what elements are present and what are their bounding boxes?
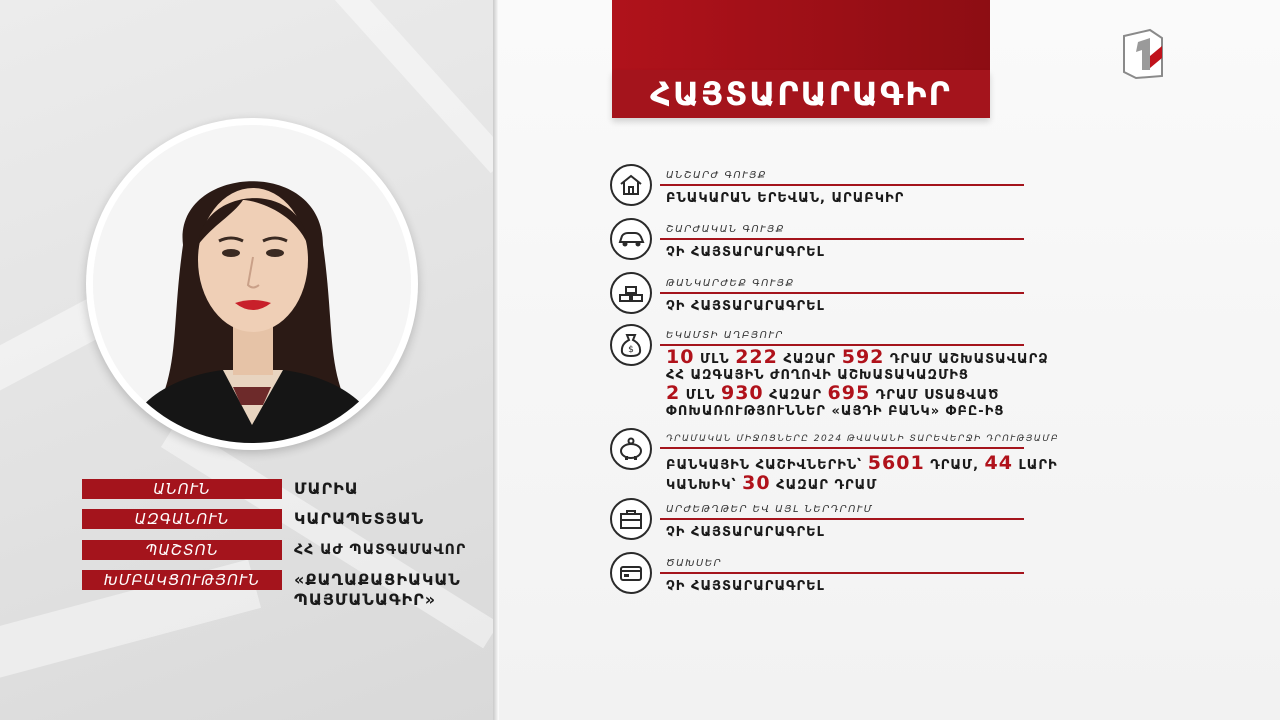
expenses-line	[660, 572, 1024, 574]
first-name-label: ԱՆՈՒՆ	[82, 479, 282, 499]
valuables-line	[660, 292, 1024, 294]
cash-line	[660, 447, 1024, 449]
income-label: ԵԿԱՄՏԻ ԱՂԲՅՈՒՐ	[666, 330, 784, 341]
gold-bars-icon	[610, 272, 652, 314]
realty-line	[660, 184, 1024, 186]
valuables-label: ԹԱՆԿԱՐԺԵՔ ԳՈՒՅՔ	[666, 278, 795, 289]
info-row-faction	[82, 570, 461, 614]
movable-line	[660, 238, 1024, 240]
income-amount-2-thousand: 930	[720, 382, 764, 404]
cash-text: ԲԱՆԿԱՅԻՆ ՀԱՇԻՎՆԵՐԻՆ՝	[666, 458, 868, 473]
expenses-value: ՉԻ ՀԱՅՏԱՐԱՐԱԳՐԵԼ	[666, 579, 825, 594]
valuables-value: ՉԻ ՀԱՅՏԱՐԱՐԱԳՐԵԼ	[666, 299, 825, 314]
income-line-4: ՓՈԽԱՌՈՒԹՅՈՒՆՆԵՐ «ԱՅԴԻ ԲԱՆԿ» ՓԲԸ-ԻՑ	[666, 404, 1005, 419]
income-text: ՀԱԶԱՐ	[777, 352, 842, 367]
movable-label: ՇԱՐԺԱԿԱՆ ԳՈՒՅՔ	[666, 224, 785, 235]
last-name-label: ԱԶԳԱՆՈՒՆ	[82, 509, 282, 529]
securities-value: ՉԻ ՀԱՅՏԱՐԱՐԱԳՐԵԼ	[666, 525, 825, 540]
briefcase-icon	[610, 498, 652, 540]
cash-bank-lari: 44	[984, 452, 1013, 474]
income-amount-1-dram: 592	[841, 346, 885, 368]
svg-text:$: $	[628, 345, 634, 355]
title-banner-top	[612, 0, 990, 72]
cash-bank-dram: 5601	[867, 452, 925, 474]
cash-text: ԼԱՐԻ	[1013, 458, 1058, 473]
income-line-3	[666, 382, 999, 404]
income-line-2: ՀՀ ԱԶԳԱՅԻՆ ԺՈՂՈՎԻ ԱՇԽԱՏԱԿԱԶՄԻՑ	[666, 368, 969, 383]
info-row-first-name	[82, 478, 359, 500]
income-text: ՄԼՆ	[680, 388, 721, 403]
info-row-last-name	[82, 508, 424, 530]
income-amount-2-mln: 2	[666, 382, 681, 404]
house-icon	[610, 164, 652, 206]
channel-logo	[1120, 28, 1166, 80]
cash-text: ԿԱՆԽԻԿ՝	[666, 478, 743, 493]
income-text: ՀԱԶԱՐ	[763, 388, 828, 403]
securities-line	[660, 518, 1024, 520]
cash-label: ԴՐԱՄԱԿԱՆ ՄԻՋՈՑՆԵՐԸ 2024 ԹՎԱԿԱՆԻ ՏԱՐԵՎԵՐՋԻ ԴՐՈՒԹՅԱՄԲ	[666, 434, 1060, 444]
movable-value: ՉԻ ՀԱՅՏԱՐԱՐԱԳՐԵԼ	[666, 245, 825, 260]
income-amount-2-dram: 695	[827, 382, 871, 404]
income-text: ԴՐԱՄ ԱՇԽԱՏԱՎԱՐՁ	[884, 352, 1049, 367]
first-name-value: ՄԱՐԻԱ	[294, 479, 359, 498]
portrait-photo	[93, 125, 411, 443]
realty-value: ԲՆԱԿԱՐԱՆ ԵՐԵՎԱՆ, ԱՐԱԲԿԻՐ	[666, 191, 905, 206]
cash-text: ԴՐԱՄ,	[924, 458, 985, 473]
income-amount-1-thousand: 222	[735, 346, 778, 368]
income-text: ՄԼՆ	[694, 352, 736, 367]
faction-value: «ՔԱՂԱՔԱՑԻԱԿԱՆ ՊԱՅՄԱՆԱԳԻՐ»	[294, 570, 461, 609]
last-name-value: ԿԱՐԱՊԵՏՅԱՆ	[294, 509, 425, 528]
cash-text: ՀԱԶԱՐ ԴՐԱՄ	[770, 478, 878, 493]
piggy-bank-icon	[610, 428, 652, 470]
position-label: ՊԱՇՏՈՆ	[82, 540, 282, 560]
income-line-1	[666, 346, 1049, 368]
faction-label: ԽՄԲԱԿՑՈՒԹՅՈՒՆ	[82, 570, 282, 590]
page-title: ՀԱՅՏԱՐԱՐԱԳԻՐ	[650, 75, 952, 113]
securities-label: ԱՐԺԵԹՂԹԵՐ ԵՎ ԱՅԼ ՆԵՐԴՐՈՒՄ	[666, 504, 874, 515]
realty-label: ԱՆՇԱՐԺ ԳՈՒՅՔ	[666, 170, 767, 181]
car-icon	[610, 218, 652, 260]
position-value: ՀՀ ԱԺ ՊԱՏԳԱՄԱՎՈՐ	[294, 542, 467, 558]
title-banner	[612, 70, 990, 118]
info-row-position	[82, 539, 466, 561]
cash-in-hand: 30	[742, 472, 771, 494]
cash-line-2	[666, 472, 877, 494]
income-amount-1-mln: 10	[666, 346, 695, 368]
expenses-label: ԾԱԽՍԵՐ	[666, 558, 723, 569]
cash-line-1	[666, 452, 1058, 474]
card-icon	[610, 552, 652, 594]
money-bag-icon	[610, 324, 652, 366]
income-text: ԴՐԱՄ ՍՏԱՑՎԱԾ	[870, 388, 1000, 403]
